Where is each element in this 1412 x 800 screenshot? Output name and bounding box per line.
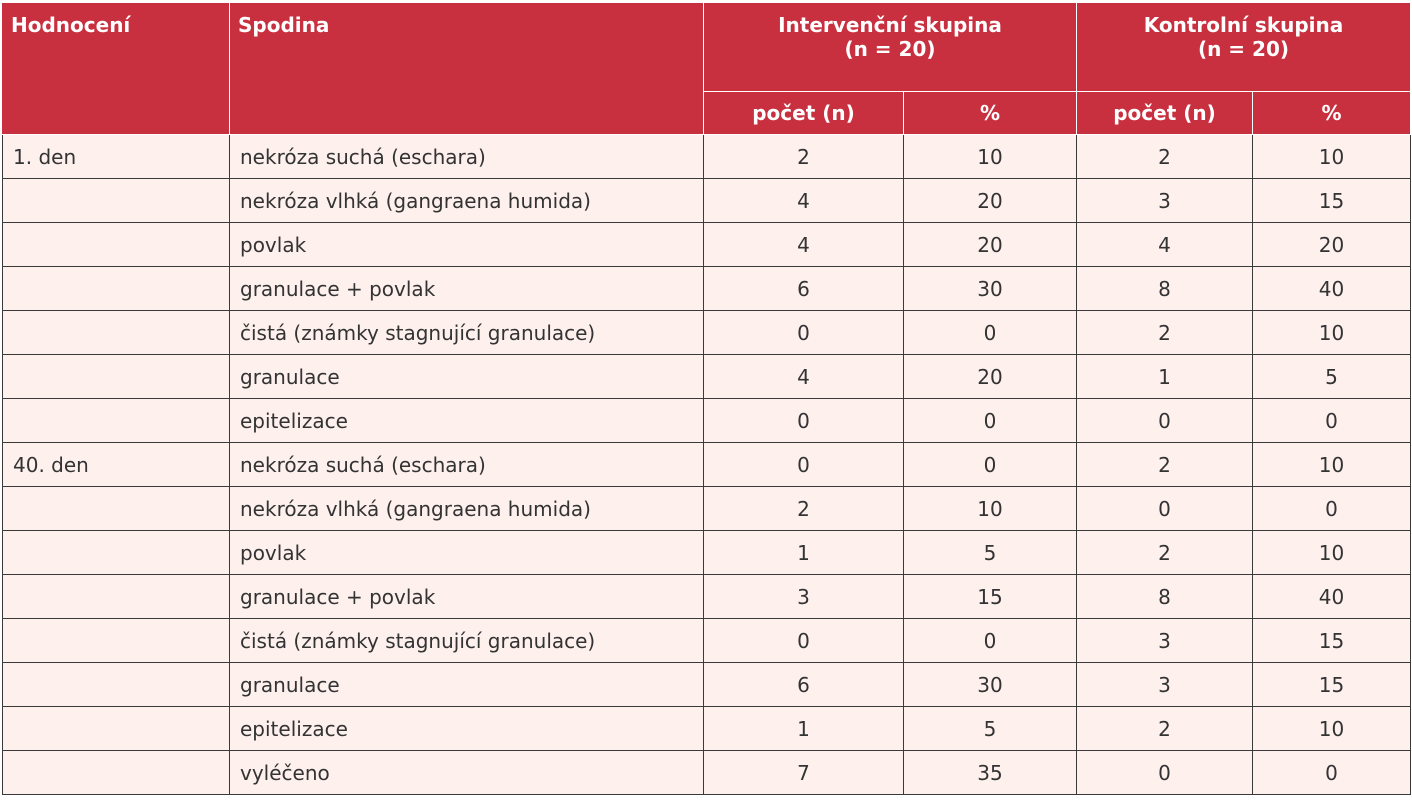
cell-intervention-count: 4	[704, 179, 904, 223]
cell-intervention-percent: 15	[904, 575, 1077, 619]
cell-control-count: 0	[1077, 751, 1253, 795]
header-hodnoceni: Hodnocení	[3, 3, 230, 135]
cell-control-count: 2	[1077, 135, 1253, 179]
cell-spodina: granulace	[230, 663, 704, 707]
cell-day	[3, 531, 230, 575]
cell-day	[3, 179, 230, 223]
cell-control-count: 0	[1077, 487, 1253, 531]
cell-spodina: čistá (známky stagnující granulace)	[230, 619, 704, 663]
cell-day	[3, 707, 230, 751]
cell-spodina: granulace + povlak	[230, 575, 704, 619]
table-row	[3, 355, 1411, 399]
cell-intervention-percent: 0	[904, 311, 1077, 355]
cell-spodina: granulace	[230, 355, 704, 399]
cell-spodina: nekróza suchá (eschara)	[230, 135, 704, 179]
cell-day	[3, 619, 230, 663]
cell-control-count: 8	[1077, 267, 1253, 311]
cell-control-count: 3	[1077, 619, 1253, 663]
table-row	[3, 751, 1411, 795]
cell-spodina: nekróza vlhká (gangraena humida)	[230, 487, 704, 531]
cell-control-percent: 10	[1253, 135, 1411, 179]
header-control-title: Kontrolní skupina	[1143, 13, 1344, 37]
cell-control-count: 0	[1077, 399, 1253, 443]
table-row	[3, 575, 1411, 619]
cell-control-percent: 15	[1253, 619, 1411, 663]
header-intervention-percent: %	[904, 92, 1077, 135]
table-row	[3, 707, 1411, 751]
cell-intervention-percent: 20	[904, 179, 1077, 223]
cell-control-count: 2	[1077, 707, 1253, 751]
cell-day	[3, 355, 230, 399]
cell-intervention-count: 0	[704, 311, 904, 355]
cell-intervention-percent: 5	[904, 531, 1077, 575]
header-row-main	[3, 3, 1411, 92]
cell-day	[3, 575, 230, 619]
header-control-group	[1077, 3, 1411, 92]
header-intervention-count: počet (n)	[704, 92, 904, 135]
cell-day	[3, 487, 230, 531]
cell-intervention-count: 4	[704, 355, 904, 399]
cell-intervention-percent: 0	[904, 619, 1077, 663]
cell-day	[3, 267, 230, 311]
cell-intervention-percent: 35	[904, 751, 1077, 795]
cell-intervention-count: 4	[704, 223, 904, 267]
cell-intervention-count: 1	[704, 707, 904, 751]
header-control-n: (n = 20)	[1197, 37, 1290, 61]
cell-control-percent: 5	[1253, 355, 1411, 399]
header-spodina: Spodina	[230, 3, 704, 135]
cell-intervention-count: 0	[704, 619, 904, 663]
cell-intervention-count: 6	[704, 663, 904, 707]
cell-intervention-count: 1	[704, 531, 904, 575]
cell-intervention-percent: 20	[904, 355, 1077, 399]
results-table-container	[2, 2, 1410, 795]
cell-intervention-percent: 5	[904, 707, 1077, 751]
cell-control-count: 3	[1077, 663, 1253, 707]
cell-control-percent: 10	[1253, 443, 1411, 487]
cell-day	[3, 751, 230, 795]
table-row	[3, 399, 1411, 443]
table-row	[3, 311, 1411, 355]
cell-intervention-percent: 0	[904, 443, 1077, 487]
table-row	[3, 179, 1411, 223]
cell-control-count: 8	[1077, 575, 1253, 619]
table-row	[3, 267, 1411, 311]
cell-day	[3, 311, 230, 355]
cell-control-percent: 0	[1253, 487, 1411, 531]
cell-spodina: čistá (známky stagnující granulace)	[230, 311, 704, 355]
cell-control-percent: 15	[1253, 663, 1411, 707]
cell-intervention-count: 0	[704, 399, 904, 443]
header-intervention-n: (n = 20)	[844, 37, 936, 61]
table-row	[3, 223, 1411, 267]
wound-bed-results-table	[2, 2, 1411, 795]
table-row	[3, 663, 1411, 707]
cell-day: 1. den	[3, 135, 230, 179]
cell-control-percent: 0	[1253, 751, 1411, 795]
cell-control-count: 1	[1077, 355, 1253, 399]
cell-intervention-count: 2	[704, 135, 904, 179]
header-control-count: počet (n)	[1077, 92, 1253, 135]
cell-spodina: povlak	[230, 223, 704, 267]
cell-intervention-count: 2	[704, 487, 904, 531]
header-intervention-title: Intervenční skupina	[778, 13, 1002, 37]
cell-spodina: povlak	[230, 531, 704, 575]
cell-spodina: epitelizace	[230, 399, 704, 443]
cell-control-count: 2	[1077, 531, 1253, 575]
cell-intervention-percent: 10	[904, 135, 1077, 179]
cell-intervention-count: 3	[704, 575, 904, 619]
table-row	[3, 619, 1411, 663]
cell-control-percent: 10	[1253, 531, 1411, 575]
cell-control-percent: 40	[1253, 575, 1411, 619]
table-row	[3, 531, 1411, 575]
cell-day	[3, 223, 230, 267]
table-row	[3, 487, 1411, 531]
cell-control-percent: 20	[1253, 223, 1411, 267]
header-intervention-group	[704, 3, 1077, 92]
cell-intervention-percent: 20	[904, 223, 1077, 267]
cell-spodina: vyléčeno	[230, 751, 704, 795]
cell-control-percent: 0	[1253, 399, 1411, 443]
cell-control-count: 3	[1077, 179, 1253, 223]
cell-spodina: nekróza suchá (eschara)	[230, 443, 704, 487]
cell-spodina: nekróza vlhká (gangraena humida)	[230, 179, 704, 223]
cell-day	[3, 399, 230, 443]
cell-control-count: 4	[1077, 223, 1253, 267]
cell-intervention-count: 7	[704, 751, 904, 795]
table-row	[3, 443, 1411, 487]
cell-intervention-percent: 0	[904, 399, 1077, 443]
cell-day	[3, 663, 230, 707]
cell-intervention-percent: 30	[904, 267, 1077, 311]
header-control-percent: %	[1253, 92, 1411, 135]
cell-intervention-count: 0	[704, 443, 904, 487]
cell-intervention-percent: 30	[904, 663, 1077, 707]
cell-control-percent: 10	[1253, 311, 1411, 355]
cell-control-percent: 10	[1253, 707, 1411, 751]
table-row	[3, 135, 1411, 179]
cell-control-count: 2	[1077, 443, 1253, 487]
cell-control-count: 2	[1077, 311, 1253, 355]
cell-intervention-count: 6	[704, 267, 904, 311]
cell-control-percent: 15	[1253, 179, 1411, 223]
cell-spodina: granulace + povlak	[230, 267, 704, 311]
cell-spodina: epitelizace	[230, 707, 704, 751]
table-body	[3, 135, 1411, 795]
cell-intervention-percent: 10	[904, 487, 1077, 531]
cell-day: 40. den	[3, 443, 230, 487]
cell-control-percent: 40	[1253, 267, 1411, 311]
